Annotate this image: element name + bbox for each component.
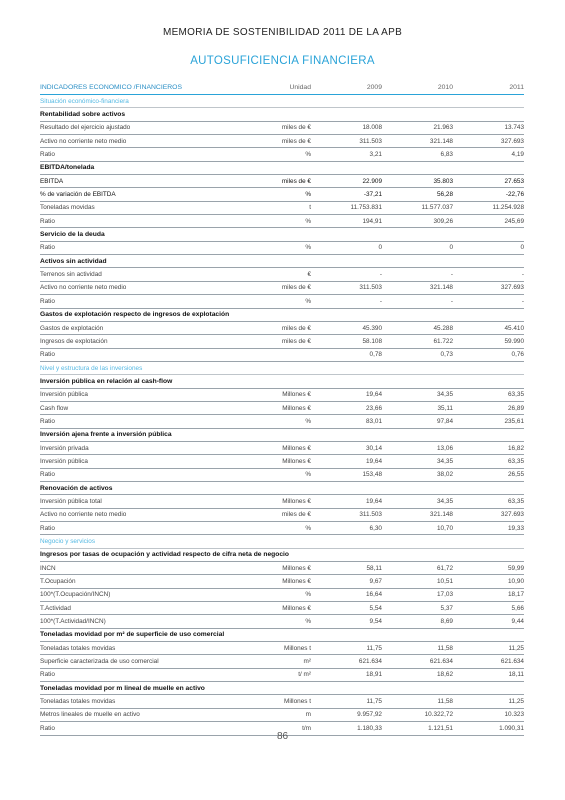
- value-2009: 6,30: [369, 524, 382, 532]
- row-label: Ratio: [40, 471, 55, 479]
- table-row: [40, 562, 524, 575]
- table-row: [40, 655, 524, 668]
- row-unit: %: [305, 618, 311, 626]
- value-2011: 5,66: [511, 604, 524, 612]
- row-label: Toneladas totales movidas: [40, 644, 116, 652]
- value-2011: 4,19: [511, 151, 524, 159]
- table-header-row: [40, 81, 524, 95]
- value-2010: 10,51: [437, 578, 453, 586]
- value-2009: 19,64: [366, 391, 382, 399]
- row-label: Activo no corriente neto medio: [40, 137, 127, 145]
- row-unit: m: [305, 711, 311, 719]
- row-unit: Millones €: [282, 564, 311, 572]
- row-unit: miles de €: [281, 137, 311, 145]
- row-label: Toneladas totales movidas: [40, 698, 116, 706]
- value-2009: 621.634: [358, 658, 382, 666]
- value-2011: 10.323: [504, 711, 524, 719]
- value-2009: 11.753.831: [350, 204, 382, 212]
- value-2011: 59.990: [504, 337, 524, 345]
- row-label: Ratio: [40, 671, 55, 679]
- subsection-row: [40, 228, 524, 241]
- value-2011: 327.693: [500, 137, 524, 145]
- value-2011: -: [521, 271, 524, 279]
- value-2011: 10,90: [508, 578, 524, 586]
- value-2009: -: [379, 297, 382, 305]
- row-unit: %: [305, 151, 311, 159]
- value-2011: -: [521, 297, 524, 305]
- value-2010: 34,35: [437, 497, 453, 505]
- row-label: Ratio: [40, 524, 55, 532]
- value-2011: 63,35: [508, 497, 524, 505]
- header-year-2009: 2009: [366, 84, 382, 91]
- subsection-row: [40, 255, 524, 268]
- section-title: AUTOSUFICIENCIA FINANCIERA: [190, 55, 375, 67]
- value-2010: 11,58: [437, 644, 453, 652]
- value-2011: 11.254.928: [492, 204, 524, 212]
- table-row: [40, 642, 524, 655]
- row-label: Ratio: [40, 724, 55, 732]
- value-2009: 19,64: [366, 497, 382, 505]
- table-row: [40, 442, 524, 455]
- value-2010: 34,35: [437, 391, 453, 399]
- value-2011: 63,35: [508, 391, 524, 399]
- value-2011: 1.090,31: [499, 724, 524, 732]
- row-label: T.Ocupación: [40, 578, 76, 586]
- document-header: MEMORIA DE SOSTENIBILIDAD 2011 DE LA APB: [162, 27, 403, 38]
- value-2009: 194,91: [362, 217, 382, 225]
- value-2010: 8,69: [440, 618, 453, 626]
- row-label: Ingresos de explotación: [40, 337, 108, 345]
- row-label: Gastos de explotación respecto de ingresos de explotación: [40, 311, 230, 319]
- row-label: Inversión pública total: [40, 497, 102, 505]
- value-2009: 18,91: [366, 671, 382, 679]
- value-2009: 11,75: [366, 698, 382, 706]
- row-label: INCN: [40, 564, 56, 572]
- row-label: Ratio: [40, 244, 55, 252]
- row-unit: %: [305, 471, 311, 479]
- value-2010: -: [450, 271, 453, 279]
- table-row: [40, 322, 524, 335]
- value-2009: -: [379, 271, 382, 279]
- category-row: [40, 362, 524, 375]
- row-label: Toneladas movidas: [40, 204, 95, 212]
- value-2010: 321.148: [429, 284, 453, 292]
- value-2011: 327.693: [500, 511, 524, 519]
- row-unit: Millones €: [282, 604, 311, 612]
- indicators-table: [40, 81, 524, 736]
- value-2009: 11,75: [366, 644, 382, 652]
- row-label: % de variación de EBITDA: [40, 191, 116, 199]
- header-year-2011: 2011: [509, 84, 524, 91]
- row-label: Activo no corriente neto medio: [40, 284, 127, 292]
- value-2010: 61,72: [437, 564, 453, 572]
- table-row: [40, 469, 524, 482]
- row-unit: %: [305, 191, 311, 199]
- value-2011: 11,25: [508, 698, 524, 706]
- value-2010: 13,06: [437, 444, 453, 452]
- row-unit: t/m: [302, 724, 311, 732]
- value-2010: 0: [449, 244, 453, 252]
- row-label: Ratio: [40, 217, 55, 225]
- value-2010: 5,37: [440, 604, 453, 612]
- table-row: [40, 669, 524, 682]
- row-label: Ratio: [40, 417, 55, 425]
- value-2010: 45.288: [433, 324, 453, 332]
- value-2010: 10,70: [437, 524, 453, 532]
- row-unit: €: [307, 271, 311, 279]
- row-unit: miles de €: [281, 324, 311, 332]
- row-label: Inversión pública: [40, 391, 88, 399]
- row-unit: Millones t: [284, 644, 311, 652]
- table-row: [40, 349, 524, 362]
- table-row: [40, 522, 524, 535]
- value-2010: 321.148: [429, 137, 453, 145]
- subsection-row: [40, 309, 524, 322]
- value-2011: 11,25: [508, 644, 524, 652]
- table-row: [40, 242, 524, 255]
- value-2011: 59,99: [508, 564, 524, 572]
- value-2010: 321.148: [429, 511, 453, 519]
- row-label: Ratio: [40, 351, 55, 359]
- header-unit: Unidad: [289, 84, 311, 91]
- row-label: Situación económico-financiera: [40, 97, 129, 105]
- value-2011: 0: [520, 244, 524, 252]
- subsection-row: [40, 482, 524, 495]
- value-2011: 13.743: [504, 124, 524, 132]
- row-label: Negocio y servicios: [40, 538, 96, 546]
- value-2010: -: [450, 297, 453, 305]
- value-2011: -22,76: [505, 191, 524, 199]
- row-label: Toneladas movidad por m² de superficie de uso comercial: [40, 631, 225, 639]
- value-2011: 235,61: [504, 417, 524, 425]
- header-year-2010: 2010: [437, 84, 453, 91]
- row-label: Resultado del ejercicio ajustado: [40, 124, 131, 132]
- row-label: Inversión ajena frente a inversión pública: [40, 431, 172, 439]
- row-unit: %: [305, 417, 311, 425]
- value-2010: 10.322,72: [424, 711, 453, 719]
- row-label: T.Actividad: [40, 604, 71, 612]
- value-2009: 153,48: [362, 471, 382, 479]
- value-2010: 18,62: [437, 671, 453, 679]
- value-2009: 19,64: [366, 457, 382, 465]
- value-2009: 58,11: [366, 564, 382, 572]
- value-2009: 9,54: [369, 618, 382, 626]
- value-2009: 58.108: [362, 337, 382, 345]
- row-label: 100*(T.Actividad/INCN): [40, 618, 106, 626]
- row-unit: %: [305, 244, 311, 252]
- row-unit: m²: [303, 658, 311, 666]
- value-2011: 45.410: [504, 324, 524, 332]
- value-2011: 621.634: [500, 658, 524, 666]
- value-2011: 19,33: [508, 524, 524, 532]
- row-unit: miles de €: [281, 177, 311, 185]
- table-row: [40, 202, 524, 215]
- value-2009: 311.503: [359, 284, 382, 292]
- table-body: [40, 95, 524, 736]
- category-row: [40, 535, 524, 548]
- subsection-row: [40, 429, 524, 442]
- value-2010: 6,83: [440, 151, 453, 159]
- value-2009: 18.008: [362, 124, 382, 132]
- value-2009: 30,14: [366, 444, 382, 452]
- table-row: [40, 709, 524, 722]
- table-row: [40, 148, 524, 161]
- row-label: Gastos de explotación: [40, 324, 104, 332]
- table-row: [40, 215, 524, 228]
- subsection-row: [40, 549, 524, 562]
- value-2009: 1.180,33: [357, 724, 382, 732]
- row-unit: Millones €: [282, 404, 311, 412]
- value-2010: 35,11: [437, 404, 453, 412]
- value-2009: 9,67: [369, 578, 382, 586]
- page-number: 86: [276, 731, 289, 742]
- row-label: Nivel y estructura de las inversiones: [40, 364, 143, 372]
- row-label: Activos sin actividad: [40, 257, 107, 265]
- row-label: Inversión pública en relación al cash-flow: [40, 377, 173, 385]
- table-row: [40, 495, 524, 508]
- value-2009: 0: [378, 244, 382, 252]
- row-unit: miles de €: [281, 124, 311, 132]
- table-row: [40, 402, 524, 415]
- table-row: [40, 695, 524, 708]
- header-indicators: INDICADORES ECONÓMICO /FINANCIEROS: [40, 84, 182, 91]
- row-label: Activo no corriente neto medio: [40, 511, 127, 519]
- value-2010: 21.963: [433, 124, 453, 132]
- row-label: 100*(T.Ocupación/INCN): [40, 591, 111, 599]
- table-row: [40, 389, 524, 402]
- value-2009: 0,78: [369, 351, 382, 359]
- value-2009: 9.957,92: [357, 711, 382, 719]
- row-label: Metros lineales de muelle en activo: [40, 711, 140, 719]
- value-2010: 0,73: [440, 351, 453, 359]
- row-unit: %: [305, 297, 311, 305]
- subsection-row: [40, 162, 524, 175]
- table-row: [40, 295, 524, 308]
- value-2010: 17,03: [437, 591, 453, 599]
- row-unit: miles de €: [281, 511, 311, 519]
- row-label: Ingresos por tasas de ocupación y actividad respecto de cifra neta de negocio: [40, 551, 289, 559]
- value-2010: 38,02: [437, 471, 453, 479]
- row-unit: miles de €: [281, 337, 311, 345]
- value-2009: 23,66: [366, 404, 382, 412]
- value-2010: 97,84: [437, 417, 453, 425]
- value-2011: 327.693: [500, 284, 524, 292]
- table-row: [40, 268, 524, 281]
- row-label: EBITDA/tonelada: [40, 164, 95, 172]
- value-2010: 61.722: [433, 337, 453, 345]
- value-2010: 11.577.037: [421, 204, 453, 212]
- subsection-row: [40, 682, 524, 695]
- value-2010: 11,58: [437, 698, 453, 706]
- value-2009: 16,64: [366, 591, 382, 599]
- row-label: Inversión pública: [40, 457, 88, 465]
- table-row: [40, 175, 524, 188]
- value-2009: 83,01: [366, 417, 382, 425]
- table-row: [40, 509, 524, 522]
- row-label: Superficie caracterizada de uso comercial: [40, 658, 159, 666]
- table-row: [40, 282, 524, 295]
- row-label: Renovación de activos: [40, 484, 113, 492]
- row-label: Toneladas movidad por m lineal de muelle en activo: [40, 684, 205, 692]
- table-row: [40, 602, 524, 615]
- value-2011: 18,17: [508, 591, 524, 599]
- row-unit: %: [305, 591, 311, 599]
- value-2011: 18,11: [508, 671, 524, 679]
- row-unit: %: [305, 524, 311, 532]
- value-2009: -37,21: [363, 191, 382, 199]
- subsection-row: [40, 375, 524, 388]
- value-2009: 5,54: [369, 604, 382, 612]
- row-unit: Millones €: [282, 497, 311, 505]
- table-row: [40, 122, 524, 135]
- value-2010: 56,28: [437, 191, 453, 199]
- row-unit: t: [309, 204, 311, 212]
- value-2010: 621.634: [429, 658, 453, 666]
- row-label: EBITDA: [40, 177, 64, 185]
- row-unit: miles de €: [281, 284, 311, 292]
- value-2011: 245,69: [504, 217, 524, 225]
- row-label: Servicio de la deuda: [40, 231, 105, 239]
- table-row: [40, 335, 524, 348]
- row-unit: Millones €: [282, 391, 311, 399]
- value-2009: 3,21: [369, 151, 382, 159]
- value-2011: 27.653: [504, 177, 524, 185]
- row-label: Cash flow: [40, 404, 69, 412]
- value-2011: 16,82: [508, 444, 524, 452]
- value-2009: 22.909: [362, 177, 382, 185]
- table-row: [40, 575, 524, 588]
- table-row: [40, 589, 524, 602]
- table-row: [40, 455, 524, 468]
- row-label: Terrenos sin actividad: [40, 271, 102, 279]
- value-2009: 311.503: [359, 511, 382, 519]
- table-row: [40, 188, 524, 201]
- value-2010: 309,26: [433, 217, 453, 225]
- category-row: [40, 95, 524, 108]
- value-2009: 311.503: [359, 137, 382, 145]
- value-2011: 63,35: [508, 457, 524, 465]
- value-2011: 26,89: [508, 404, 524, 412]
- row-unit: Millones €: [282, 444, 311, 452]
- row-unit: Millones €: [282, 578, 311, 586]
- row-label: Rentabilidad sobre activos: [40, 111, 126, 119]
- row-unit: t/ m²: [298, 671, 311, 679]
- subsection-row: [40, 629, 524, 642]
- row-unit: Millones €: [282, 457, 311, 465]
- table-row: [40, 135, 524, 148]
- table-row: [40, 615, 524, 628]
- value-2010: 35.803: [433, 177, 453, 185]
- value-2010: 1.121,51: [428, 724, 453, 732]
- value-2009: 45.390: [362, 324, 382, 332]
- row-label: Ratio: [40, 151, 55, 159]
- row-label: Inversión privada: [40, 444, 89, 452]
- value-2011: 9,44: [511, 618, 524, 626]
- table-row: [40, 415, 524, 428]
- value-2011: 0,76: [511, 351, 524, 359]
- value-2011: 26,55: [508, 471, 524, 479]
- row-label: Ratio: [40, 297, 55, 305]
- value-2010: 34,35: [437, 457, 453, 465]
- row-unit: Millones t: [284, 698, 311, 706]
- row-unit: %: [305, 217, 311, 225]
- subsection-row: [40, 108, 524, 121]
